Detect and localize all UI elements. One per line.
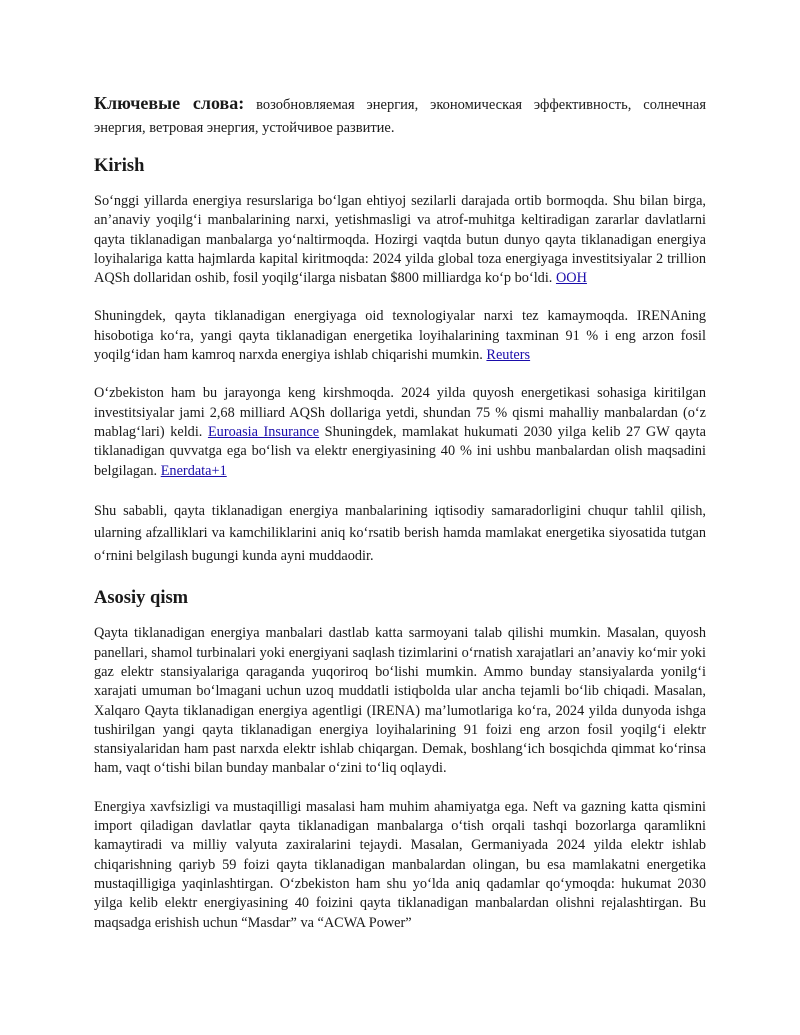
intro-p1-text: So‘nggi yillarda energiya resurslariga bo‘lgan ehtiyoj sezilarli darajada ortib bormoqda. Shu bilan birga, an’anaviy yoqilg‘i manbalarining narxi, yetishmasligi va atrof-muhitga keltiradigan zararlar davlatlarni qayta tiklanadigan manbalarga yo‘naltirmoqda. Hozirgi vaqtda butun dunyo qayta tiklanadigan energiya loyihalariga katta hajmlarda kapital kiritmoqda: 2024 yilda global toza energiyaga investitsiyalar 2 trillion AQSh dollaridan oshib, fosil yoqilg‘ilarga nisbatan $800 milliardga ko‘p bo‘ldi. [94, 193, 706, 287]
intro-paragraph-1 [94, 192, 706, 288]
main-paragraph-2: Energiya xavfsizligi va mustaqilligi masalasi ham muhim ahamiyatga ega. Neft va gazning katta qismini import qiladigan davlatlar qayta tiklanadigan manbalarga o‘tish orqali tashqi bozorlarga qaramlikni kamaytiradi va milliy valyuta zaxiralarini tejaydi. Masalan, Germaniyada 2024 yilda elektr ishlab chiqarishning qariyb 59 foizi qayta tiklanadigan manbalardan olingan, bu esa mamlakatni energetika mustaqilligiga yaqinlashtirgan. O‘zbekiston ham shu yo‘lda aniq qadamlar qo‘ymoqda: hukumat 2030 yilga kelib elektr energiyasining 40 foizini qayta tiklanadigan manbalardan olishni rejalashtirgan. Bu maqsadga erishish uchun “Masdar” va “ACWA Power” [94, 798, 706, 931]
section-heading-intro: Kirish [94, 156, 145, 176]
document-page [94, 92, 706, 952]
main-paragraph-1: Qayta tiklanadigan energiya manbalari dastlab katta sarmoyani talab qilishi mumkin. Masalan, quyosh panellari, shamol turbinalari yoki energiyani saqlash tizimlarini o‘rnatish xarajatlari an’anaviy ko‘mir yoki gaz elektr stansiyalariga qaraganda yuqoriroq bo‘lishi mumkin. Ammo bunday stansiyalarda yonilg‘i xarajati umuman bo‘lmagani uchun uzoq muddatli istiqbolda ular ancha tejamli bo‘lib chiqadi. Masalan, Xalqaro Qayta tiklanadigan energiya agentligi (IRENA) ma’lumotlariga ko‘ra, 2024 yilda dunyoda ishga tushirilgan yangi qayta tiklanadigan energiya loyihalarining 91 foizi eng arzon fosil yoqilg‘i elektr stansiyalaridan ham past narxda elektr ishlab chiqargan. Demak, boshlang‘ich bosqichda qimmat ko‘rinsa ham, vaqt o‘tishi bilan bunday manbalar o‘zini to‘liq oqlaydi. [94, 625, 706, 777]
keywords-text: возобновляемая энергия, экономическая эффективность, солнечная энергия, ветровая энергия, устойчивое развитие. [94, 97, 706, 136]
intro-paragraph-4: Shu sababli, qayta tiklanadigan energiya manbalarining iqtisodiy samaradorligini chuqur tahlil qilish, ularning afzalliklari va kamchiliklarini aniq ko‘rsatib berish hamda mamlakat energetika siyosatida tutgan o‘rnini belgilash bugungi kunda ayni muddaodir. [94, 502, 706, 564]
intro-paragraph-3 [94, 384, 706, 480]
source-link-ooh[interactable]: OOH [555, 270, 587, 287]
intro-paragraph-2 [94, 307, 706, 365]
keywords-label: Ключевые слова: [94, 93, 245, 113]
intro-p3-text-a: O‘zbekiston ham bu jarayonga keng kirshmoqda. 2024 yilda quyosh energetikasi sohasiga kiritilgan investitsiyalar jami 2,68 milliard AQSh dollariga yetdi, shundan 75 % qismi mahalliy manbalardan (o‘z mablag‘lari) keldi. [94, 385, 706, 440]
keywords-paragraph [94, 92, 706, 140]
source-link-euroasia-insurance[interactable]: Euroasia Insurance [207, 423, 320, 440]
intro-p2-text: Shuningdek, qayta tiklanadigan energiyaga oid texnologiyalar narxi tez kamaymoqda. IRENAning hisobotiga ko‘ra, yangi qayta tiklanadigan energetika loyihalarining taxminan 91 % i eng arzon fosil yoqilg‘idan ham kamroq narxda energiya ishlab chiqarishi mumkin. [94, 308, 706, 364]
section-heading-main: Asosiy qism [94, 588, 189, 609]
source-link-reuters[interactable]: Reuters [486, 347, 531, 364]
source-link-enerdata[interactable]: Enerdata+1 [160, 462, 227, 479]
intro-p3-text-b: Shuningdek, mamlakat hukumati 2030 yilga kelib 27 GW qayta tiklanadigan quvvatga ega bo‘lish va elektr energiyasining 40 % ini ushbu manbalardan olish maqsadini belgilagan. [94, 423, 706, 479]
